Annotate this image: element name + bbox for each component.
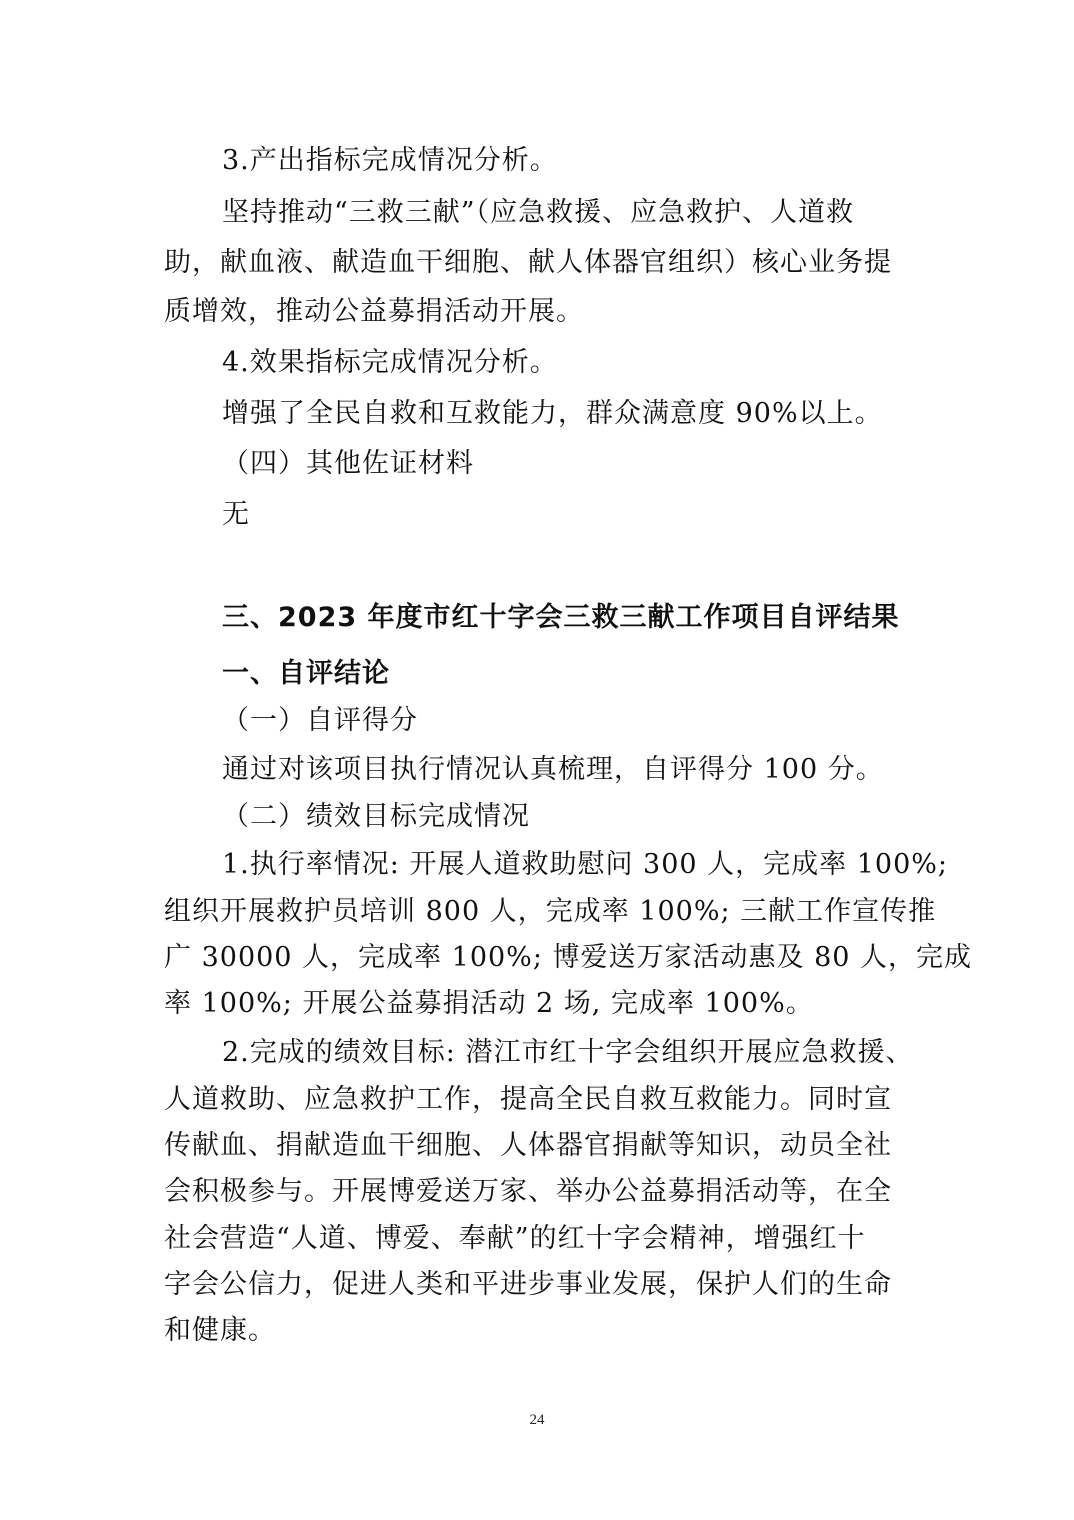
section-subheading: （四）其他佐证材料 xyxy=(222,448,474,479)
text-line: 传献血、捐献造血干细胞、人体器官捐献等知识，动员全社 xyxy=(164,1130,892,1161)
text-line: 广 30000 人，完成率 100%; 博爱送万家活动惠及 80 人，完成 xyxy=(164,942,973,973)
section-heading: 三、2023 年度市红十字会三救三献工作项目自评结果 xyxy=(222,602,900,633)
text-line: 坚持推动“三救三献”（应急救援、应急救护、人道救 xyxy=(222,197,855,228)
text-line: 组织开展救护员培训 800 人，完成率 100%; 三献工作宣传推 xyxy=(164,896,937,927)
text-line: 助，献血液、献造血干细胞、献人体器官组织）核心业务提 xyxy=(164,247,892,278)
section-subheading: （二）绩效目标完成情况 xyxy=(222,801,530,832)
text-line: 会积极参与。开展博爱送万家、举办公益募捐活动等，在全 xyxy=(164,1176,892,1207)
section-subheading: （一）自评得分 xyxy=(222,705,418,736)
text-line: 2.完成的绩效目标: 潜江市红十字会组织开展应急救援、 xyxy=(222,1037,914,1068)
text-line: 社会营造“人道、博爱、奉献”的红十字会精神，增强红十 xyxy=(164,1223,866,1254)
text-line: 无 xyxy=(222,499,250,530)
text-line: 率 100%; 开展公益募捐活动 2 场, 完成率 100%。 xyxy=(164,988,814,1019)
text-line: 1.执行率情况: 开展人道救助慰问 300 人，完成率 100%; xyxy=(222,849,949,880)
text-line: 质增效，推动公益募捐活动开展。 xyxy=(164,296,584,327)
text-line: 和健康。 xyxy=(164,1315,276,1346)
text-line: 通过对该项目执行情况认真梳理，自评得分 100 分。 xyxy=(222,754,884,785)
text-line: 字会公信力，促进人类和平进步事业发展，保护人们的生命 xyxy=(164,1269,892,1300)
section-heading: 一、自评结论 xyxy=(222,658,390,689)
text-line: 增强了全民自救和互救能力，群众满意度 90%以上。 xyxy=(222,398,883,429)
page-number: 24 xyxy=(529,1412,545,1428)
text-line: 4.效果指标完成情况分析。 xyxy=(222,347,558,378)
text-line: 人道救助、应急救护工作，提高全民自救互救能力。同时宣 xyxy=(164,1084,892,1115)
text-line: 3.产出指标完成情况分析。 xyxy=(222,145,558,176)
